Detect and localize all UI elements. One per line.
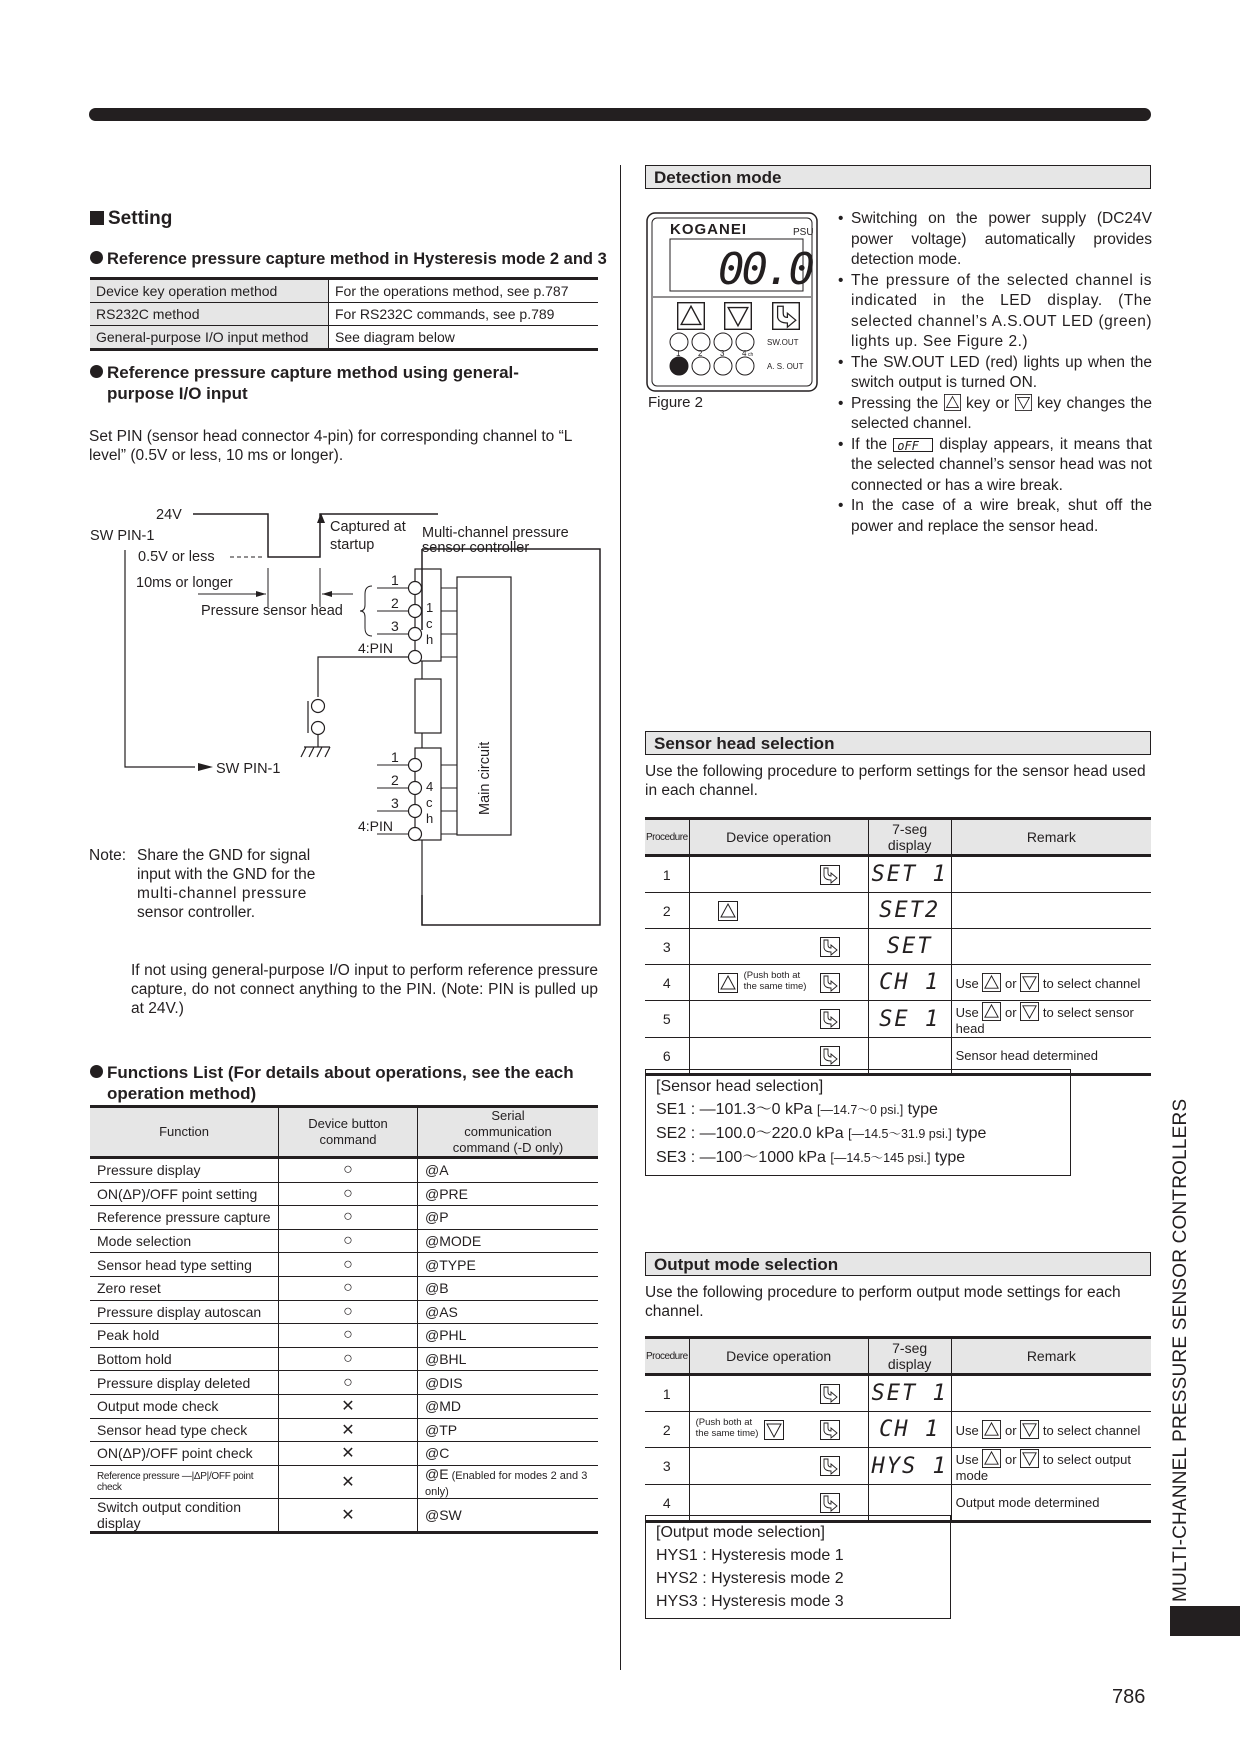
functions-body (90, 1158, 598, 1533)
side-tab-label: MULTI-CHANNEL PRESSURE SENSOR CONTROLLERS (1170, 1098, 1191, 1602)
serial-command: @P (418, 1206, 599, 1230)
table-header: Procedure Device operation 7-seg display Remark (645, 1338, 1151, 1375)
enter-key-icon (820, 1420, 840, 1440)
table-header (90, 1107, 598, 1158)
label-pin3: 3 (391, 618, 399, 634)
table-row (90, 1182, 598, 1206)
down-key-icon (1020, 1449, 1039, 1468)
label-captured-1: Captured at (330, 519, 406, 535)
output-mode-intro: Use the following procedure to perform output mode settings for each channel. (645, 1284, 1121, 1320)
serial-command: @AS (418, 1300, 599, 1324)
down-key-icon (764, 1420, 784, 1440)
bullet-item: • Pressing the key or key changes the selected channel. (836, 394, 1152, 435)
figure-caption: Figure 2 (648, 394, 704, 411)
seg-display: HYS 1 (868, 1448, 951, 1485)
column-divider (620, 165, 621, 1670)
sensor-head-intro: Use the following procedure to perform settings for the sensor head used in each channel. (645, 763, 1146, 799)
button-support-mark: ○ (279, 1324, 418, 1348)
enter-key-icon (820, 1456, 840, 1476)
serial-command: @C (418, 1442, 599, 1466)
table-row (90, 326, 598, 350)
label-captured-2: startup (330, 537, 375, 553)
sensor-type: SE1 : —101.3～0 kPa [—14.7～0 psi.] type (656, 1101, 938, 1118)
gpio-heading: Reference pressure capture method using general- purpose I/O input (90, 362, 610, 404)
label-duration: 10ms or longer (136, 575, 233, 591)
bullet-item: • If the oFF display appears, it means that the selected channel’s sensor head was not connected or has a wire break. (836, 435, 1152, 497)
function-name: Sensor head type check (90, 1418, 279, 1442)
table-row (90, 1300, 598, 1324)
label-sensor-head: Pressure sensor head (201, 603, 343, 619)
button-support-mark: ○ (279, 1347, 418, 1371)
output-modes-box: [Output mode selection] HYS1 : Hysteresis mode 1 HYS2 : Hysteresis mode 2 HYS3 : Hysteresis mode 3 (645, 1515, 951, 1619)
off-display-icon: oFF (893, 438, 933, 452)
table-row (90, 1158, 598, 1183)
bullet-item: • Switching on the power supply (DC24V power voltage) automatically provides detection mode. (836, 209, 1152, 271)
output-mode-table (645, 1336, 1151, 1523)
seg-display: SE 1 (868, 1001, 951, 1038)
down-key-icon (1015, 394, 1032, 411)
up-key-icon (982, 973, 1001, 992)
function-name: Reference pressure —|ΔP|/OFF point check (90, 1465, 279, 1498)
up-key-icon (982, 1449, 1001, 1468)
svg-text:4: 4 (742, 349, 747, 358)
enter-key-icon (820, 937, 840, 957)
label-controller-2: sensor controller (422, 540, 530, 556)
serial-command: @TYPE (418, 1253, 599, 1277)
function-name: ON(ΔP)/OFF point check (90, 1442, 279, 1466)
serial-command: @DIS (418, 1371, 599, 1395)
bullet-icon (90, 365, 103, 378)
button-support-mark: ○ (279, 1276, 418, 1300)
seg-display: SET 1 (868, 1375, 951, 1412)
device-brand: KOGANEI (670, 221, 748, 238)
down-key-icon (1020, 973, 1039, 992)
col-serial-command: Serial communication command (-D only) (418, 1107, 599, 1158)
table-row (90, 1324, 598, 1348)
col-function: Function (90, 1107, 279, 1158)
device-up-key-icon (678, 303, 705, 330)
seg-display: SET 1 (868, 856, 951, 893)
table-row (90, 303, 598, 326)
label-ch4-4: 4 (426, 779, 434, 794)
note-label: Note: (89, 847, 127, 864)
header-rule (89, 108, 1151, 121)
function-name: Pressure display autoscan (90, 1300, 279, 1324)
down-key-icon (1020, 1420, 1039, 1439)
function-name: Peak hold (90, 1324, 279, 1348)
button-support-mark: ○ (279, 1253, 418, 1277)
device-front-panel (646, 212, 818, 392)
function-name: Output mode check (90, 1394, 279, 1418)
table-row (90, 1498, 598, 1532)
col-device-button: Device button command (279, 1107, 418, 1158)
serial-command: @A (418, 1158, 599, 1183)
sensor-head-table (645, 817, 1151, 1076)
label-pin2: 2 (391, 595, 399, 611)
table-row: 6 Sensor head determined (645, 1038, 1151, 1075)
label-ch4-h: h (426, 811, 434, 826)
serial-command: @MODE (418, 1229, 599, 1253)
enter-key-icon (820, 973, 840, 993)
method-name: RS232C method (90, 303, 329, 326)
no-gpio-text: If not using general-purpose I/O input to perform reference pressure capture, do not connect anything to the PIN. (Note: PIN is pulled up at 24V.) (131, 962, 598, 1017)
label-24v: 24V (156, 507, 182, 523)
table-row: 3 HYS 1 Use or to select output mode (645, 1448, 1151, 1485)
method-detail: For the operations method, see p.787 (329, 279, 599, 303)
svg-text:2: 2 (698, 349, 703, 358)
up-key-icon (718, 901, 738, 921)
seg-display: CH 1 (868, 1412, 951, 1448)
label-pin1: 1 (391, 572, 399, 588)
serial-command: @BHL (418, 1347, 599, 1371)
table-row: 1 SET 1 (645, 1375, 1151, 1412)
method-name: General-purpose I/O input method (90, 326, 329, 350)
button-support-mark: ○ (279, 1300, 418, 1324)
method-detail: See diagram below (329, 326, 599, 350)
enter-key-icon (820, 1046, 840, 1066)
table-row (90, 1276, 598, 1300)
device-model: PSU (793, 227, 814, 238)
as-out-label: A. S. OUT (767, 362, 804, 371)
sensor-type: SE2 : —100.0～220.0 kPa [—14.5～31.9 psi.] type (656, 1125, 987, 1142)
function-name: Mode selection (90, 1229, 279, 1253)
switch-contact-top (312, 700, 325, 713)
table-row (90, 1347, 598, 1371)
page-number: 786 (1112, 1686, 1146, 1708)
function-name: Reference pressure capture (90, 1206, 279, 1230)
sensor-type: SE3 : —100～1000 kPa [—14.5～145 psi.] type (656, 1149, 966, 1166)
label-pin2-4ch: 2 (391, 772, 399, 788)
label-pin3-4ch: 3 (391, 795, 399, 811)
function-name: Switch output condition display (90, 1498, 279, 1532)
table-row (90, 1465, 598, 1498)
detection-mode-header: Detection mode (645, 165, 1151, 189)
up-key-icon (944, 394, 961, 411)
up-key-icon (982, 1420, 1001, 1439)
bullet-item: • The pressure of the selected channel is indicated in the LED display. (The selected channel’s A.S.OUT LED (green) lights up. See Figure 2.) (836, 271, 1152, 353)
label-controller-1: Multi-channel pressure (422, 525, 569, 541)
button-support-mark: ✕ (279, 1394, 418, 1418)
bullet-item: • In the case of a wire break, shut off the power and replace the sensor head. (836, 496, 1152, 537)
function-name: Pressure display (90, 1158, 279, 1183)
serial-command: @PHL (418, 1324, 599, 1348)
serial-command: @B (418, 1276, 599, 1300)
label-ch1-h: h (426, 632, 434, 647)
method-detail: For RS232C commands, see p.789 (329, 303, 599, 326)
ground-symbol (301, 747, 330, 757)
label-ch1-c: c (426, 616, 433, 631)
ref-hyst-heading: Reference pressure capture method in Hysteresis mode 2 and 3 (90, 249, 607, 270)
svg-text:ch: ch (748, 352, 754, 358)
sw-out-label: SW.OUT (767, 338, 799, 347)
function-name: Bottom hold (90, 1347, 279, 1371)
table-row: 5 SE 1 Use or to select sensor head (645, 1001, 1151, 1038)
label-sw-pin-bottom: SW PIN-1 (216, 761, 281, 777)
svg-text:1: 1 (676, 349, 681, 358)
label-pin4: 4:PIN (358, 640, 394, 656)
seg-display: SET2 (868, 893, 951, 929)
methods-table (90, 277, 598, 351)
serial-command: @PRE (418, 1182, 599, 1206)
button-support-mark: ○ (279, 1206, 418, 1230)
function-name: Sensor head type setting (90, 1253, 279, 1277)
serial-command: @MD (418, 1394, 599, 1418)
serial-command: @SW (418, 1498, 599, 1532)
table-row (90, 1394, 598, 1418)
note-text: Share the GND for signal input with the GND for the multi-channel pressure sensor controller. (137, 847, 316, 921)
enter-key-icon (820, 1493, 840, 1513)
table-row (90, 1229, 598, 1253)
table-row (90, 279, 598, 303)
down-key-icon (1020, 1002, 1039, 1021)
as-out-led-1-on (670, 357, 688, 375)
up-key-icon (718, 973, 738, 993)
label-pin4-4ch: 4:PIN (358, 818, 394, 834)
output-mode-item: HYS2 : Hysteresis mode 2 (656, 1570, 844, 1587)
table-row: 2 SET2 (645, 893, 1151, 929)
bullet-icon (90, 251, 103, 264)
enter-key-icon (820, 1009, 840, 1029)
label-sw-pin-top: SW PIN-1 (90, 528, 155, 544)
output-mode-item: HYS3 : Hysteresis mode 3 (656, 1593, 844, 1610)
table-row: 4 (Push both at the same time) CH 1 Use or to select channel (645, 965, 1151, 1001)
output-mode-item: HYS1 : Hysteresis mode 1 (656, 1547, 844, 1564)
detection-bullets (836, 209, 1152, 537)
sensor-head-header: Sensor head selection (645, 731, 1151, 755)
label-low-level: 0.5V or less (138, 549, 215, 565)
device-down-key-icon (725, 303, 752, 330)
function-name: Pressure display deleted (90, 1371, 279, 1395)
label-ch1-1: 1 (426, 600, 434, 615)
seg-display: SET (868, 929, 951, 965)
gpio-text: Set PIN (sensor head connector 4-pin) for corresponding channel to “L level” (0.5V or less, 10 ms or longer). (89, 428, 572, 464)
label-ch4-c: c (426, 795, 433, 810)
sensor-head-types-box: [Sensor head selection] SE1 : —101.3～0 kPa [—14.7～0 psi.] type SE2 : —100.0～220.0 kPa [—14.5～31.9 psi.] type SE3 : —100～1000 kPa [—14.5～145 psi.] type (645, 1069, 1071, 1176)
button-support-mark: ○ (279, 1182, 418, 1206)
output-mode-header: Output mode selection (645, 1252, 1151, 1276)
functions-table (90, 1105, 598, 1534)
table-row (90, 1371, 598, 1395)
square-bullet-icon (90, 211, 104, 225)
svg-text:3: 3 (720, 349, 725, 358)
button-support-mark: ✕ (279, 1498, 418, 1532)
switch-contact-bottom (312, 722, 325, 735)
serial-command: @TP (418, 1418, 599, 1442)
button-support-mark: ○ (279, 1371, 418, 1395)
table-row: 3 SET (645, 929, 1151, 965)
enter-key-icon (820, 865, 840, 885)
button-support-mark: ✕ (279, 1442, 418, 1466)
device-display: 00.0 (718, 244, 812, 295)
enter-key-icon (820, 1384, 840, 1404)
table-row (90, 1206, 598, 1230)
method-name: Device key operation method (90, 279, 329, 303)
functions-heading: Functions List (For details about operations, see the each operation method) (90, 1062, 610, 1104)
serial-command: @E (Enabled for modes 2 and 3 only) (418, 1465, 599, 1498)
table-row (90, 1418, 598, 1442)
label-main-circuit: Main circuit (477, 741, 493, 815)
side-tab-marker (1170, 1606, 1240, 1636)
setting-heading: Setting (90, 208, 172, 230)
device-enter-key-icon (773, 303, 800, 330)
duration-ticks (268, 568, 320, 607)
connector-spacer (415, 679, 441, 733)
table-row (90, 1253, 598, 1277)
function-name: ON(ΔP)/OFF point setting (90, 1182, 279, 1206)
function-name: Zero reset (90, 1276, 279, 1300)
label-pin1-4ch: 1 (391, 749, 399, 765)
button-support-mark: ✕ (279, 1418, 418, 1442)
button-support-mark: ✕ (279, 1465, 418, 1498)
seg-display: CH 1 (868, 965, 951, 1001)
table-row: 1 SET 1 (645, 856, 1151, 893)
table-row: 2 (Push both at the same time) CH 1 Use or to select channel (645, 1412, 1151, 1448)
button-support-mark: ○ (279, 1158, 418, 1183)
up-key-icon (982, 1002, 1001, 1021)
bullet-item: • The SW.OUT LED (red) lights up when the switch output is turned ON. (836, 353, 1152, 394)
table-row (90, 1442, 598, 1466)
table-row: 4 Output mode determined (645, 1485, 1151, 1522)
table-header: Procedure Device operation 7-seg display Remark (645, 819, 1151, 856)
bullet-icon (90, 1065, 103, 1078)
button-support-mark: ○ (279, 1229, 418, 1253)
